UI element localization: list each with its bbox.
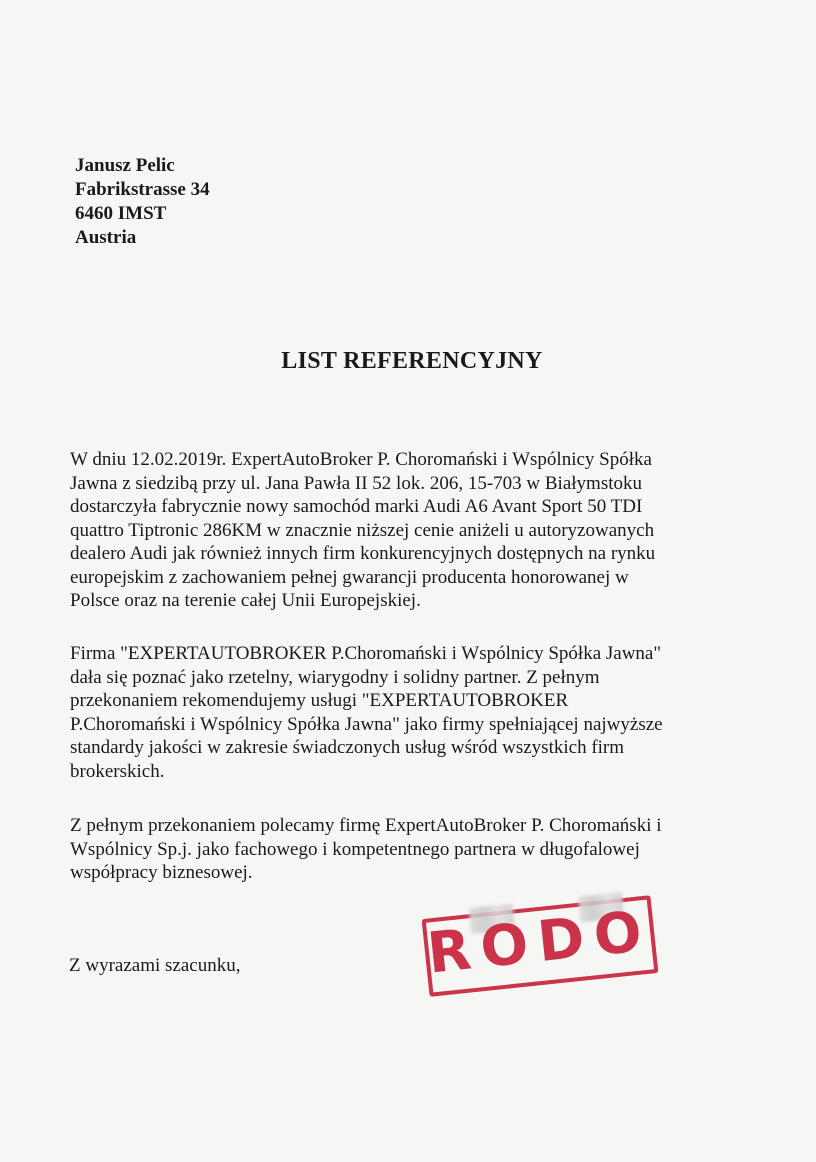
text-line: brokerskich. [70, 760, 165, 782]
sender-country: Austria [75, 227, 137, 248]
text-line: dostarczyła fabrycznie nowy samochód marki Audi A6 Avant Sport 50 TDI [70, 496, 643, 517]
text-line: przekonaniem rekomendujemy usługi "EXPERTAUTOBROKER [70, 690, 569, 711]
text-line: Firma "EXPERTAUTOBROKER P.Choromański i Wspólnicy Spółka Jawna" [70, 643, 662, 664]
text-line: Polsce oraz na terenie całej Unii Europejskiej. [70, 590, 421, 611]
sender-city: 6460 IMST [75, 203, 167, 224]
text-line: Jawna z siedzibą przy ul. Jana Pawła II 52 lok. 206, 15-703 w Białymstoku [70, 472, 642, 494]
sender-name: Janusz Pelic [75, 155, 175, 176]
text-line: europejskim z zachowaniem pełnej gwarancji producenta honorowanej w [70, 566, 629, 588]
sender-street: Fabrikstrasse 34 [75, 179, 210, 200]
text-line: standardy jakości w zakresie świadczonych usług wśród wszystkich firm [70, 737, 625, 758]
paragraph-recommendation [70, 642, 663, 783]
text-line: quattro Tiptronic 286KM w znacznie niższej cenie aniżeli u autoryzowanych [70, 519, 655, 541]
text-line: Z pełnym przekonaniem polecamy firmę ExpertAutoBroker P. Choromański i [70, 815, 662, 836]
closing-salutation: Z wyrazami szacunku, [69, 955, 241, 976]
stamp-text: RODO [424, 898, 655, 987]
text-line: W dniu 12.02.2019r. ExpertAutoBroker P. Choromański i Wspólnicy Spółka [70, 449, 652, 470]
text-line: dealero Audi jak również innych firm konkurencyjnych dostępnych na rynku [70, 543, 656, 564]
paragraph-endorsement [70, 814, 662, 885]
paragraph-delivery [70, 448, 655, 613]
letter-title: LIST REFERENCYJNY [281, 348, 543, 374]
text-line: Wspólnicy Sp.j. jako fachowego i kompetentnego partnera w długofalowej [70, 838, 640, 860]
text-line: P.Choromański i Wspólnicy Spółka Jawna" jako firmy spełniającej najwyższe [70, 713, 663, 735]
sender-address [75, 154, 210, 250]
text-line: dała się poznać jako rzetelny, wiarygodny i solidny partner. Z pełnym [70, 666, 600, 688]
rodo-stamp [422, 895, 659, 997]
text-line: współpracy biznesowej. [70, 862, 253, 883]
